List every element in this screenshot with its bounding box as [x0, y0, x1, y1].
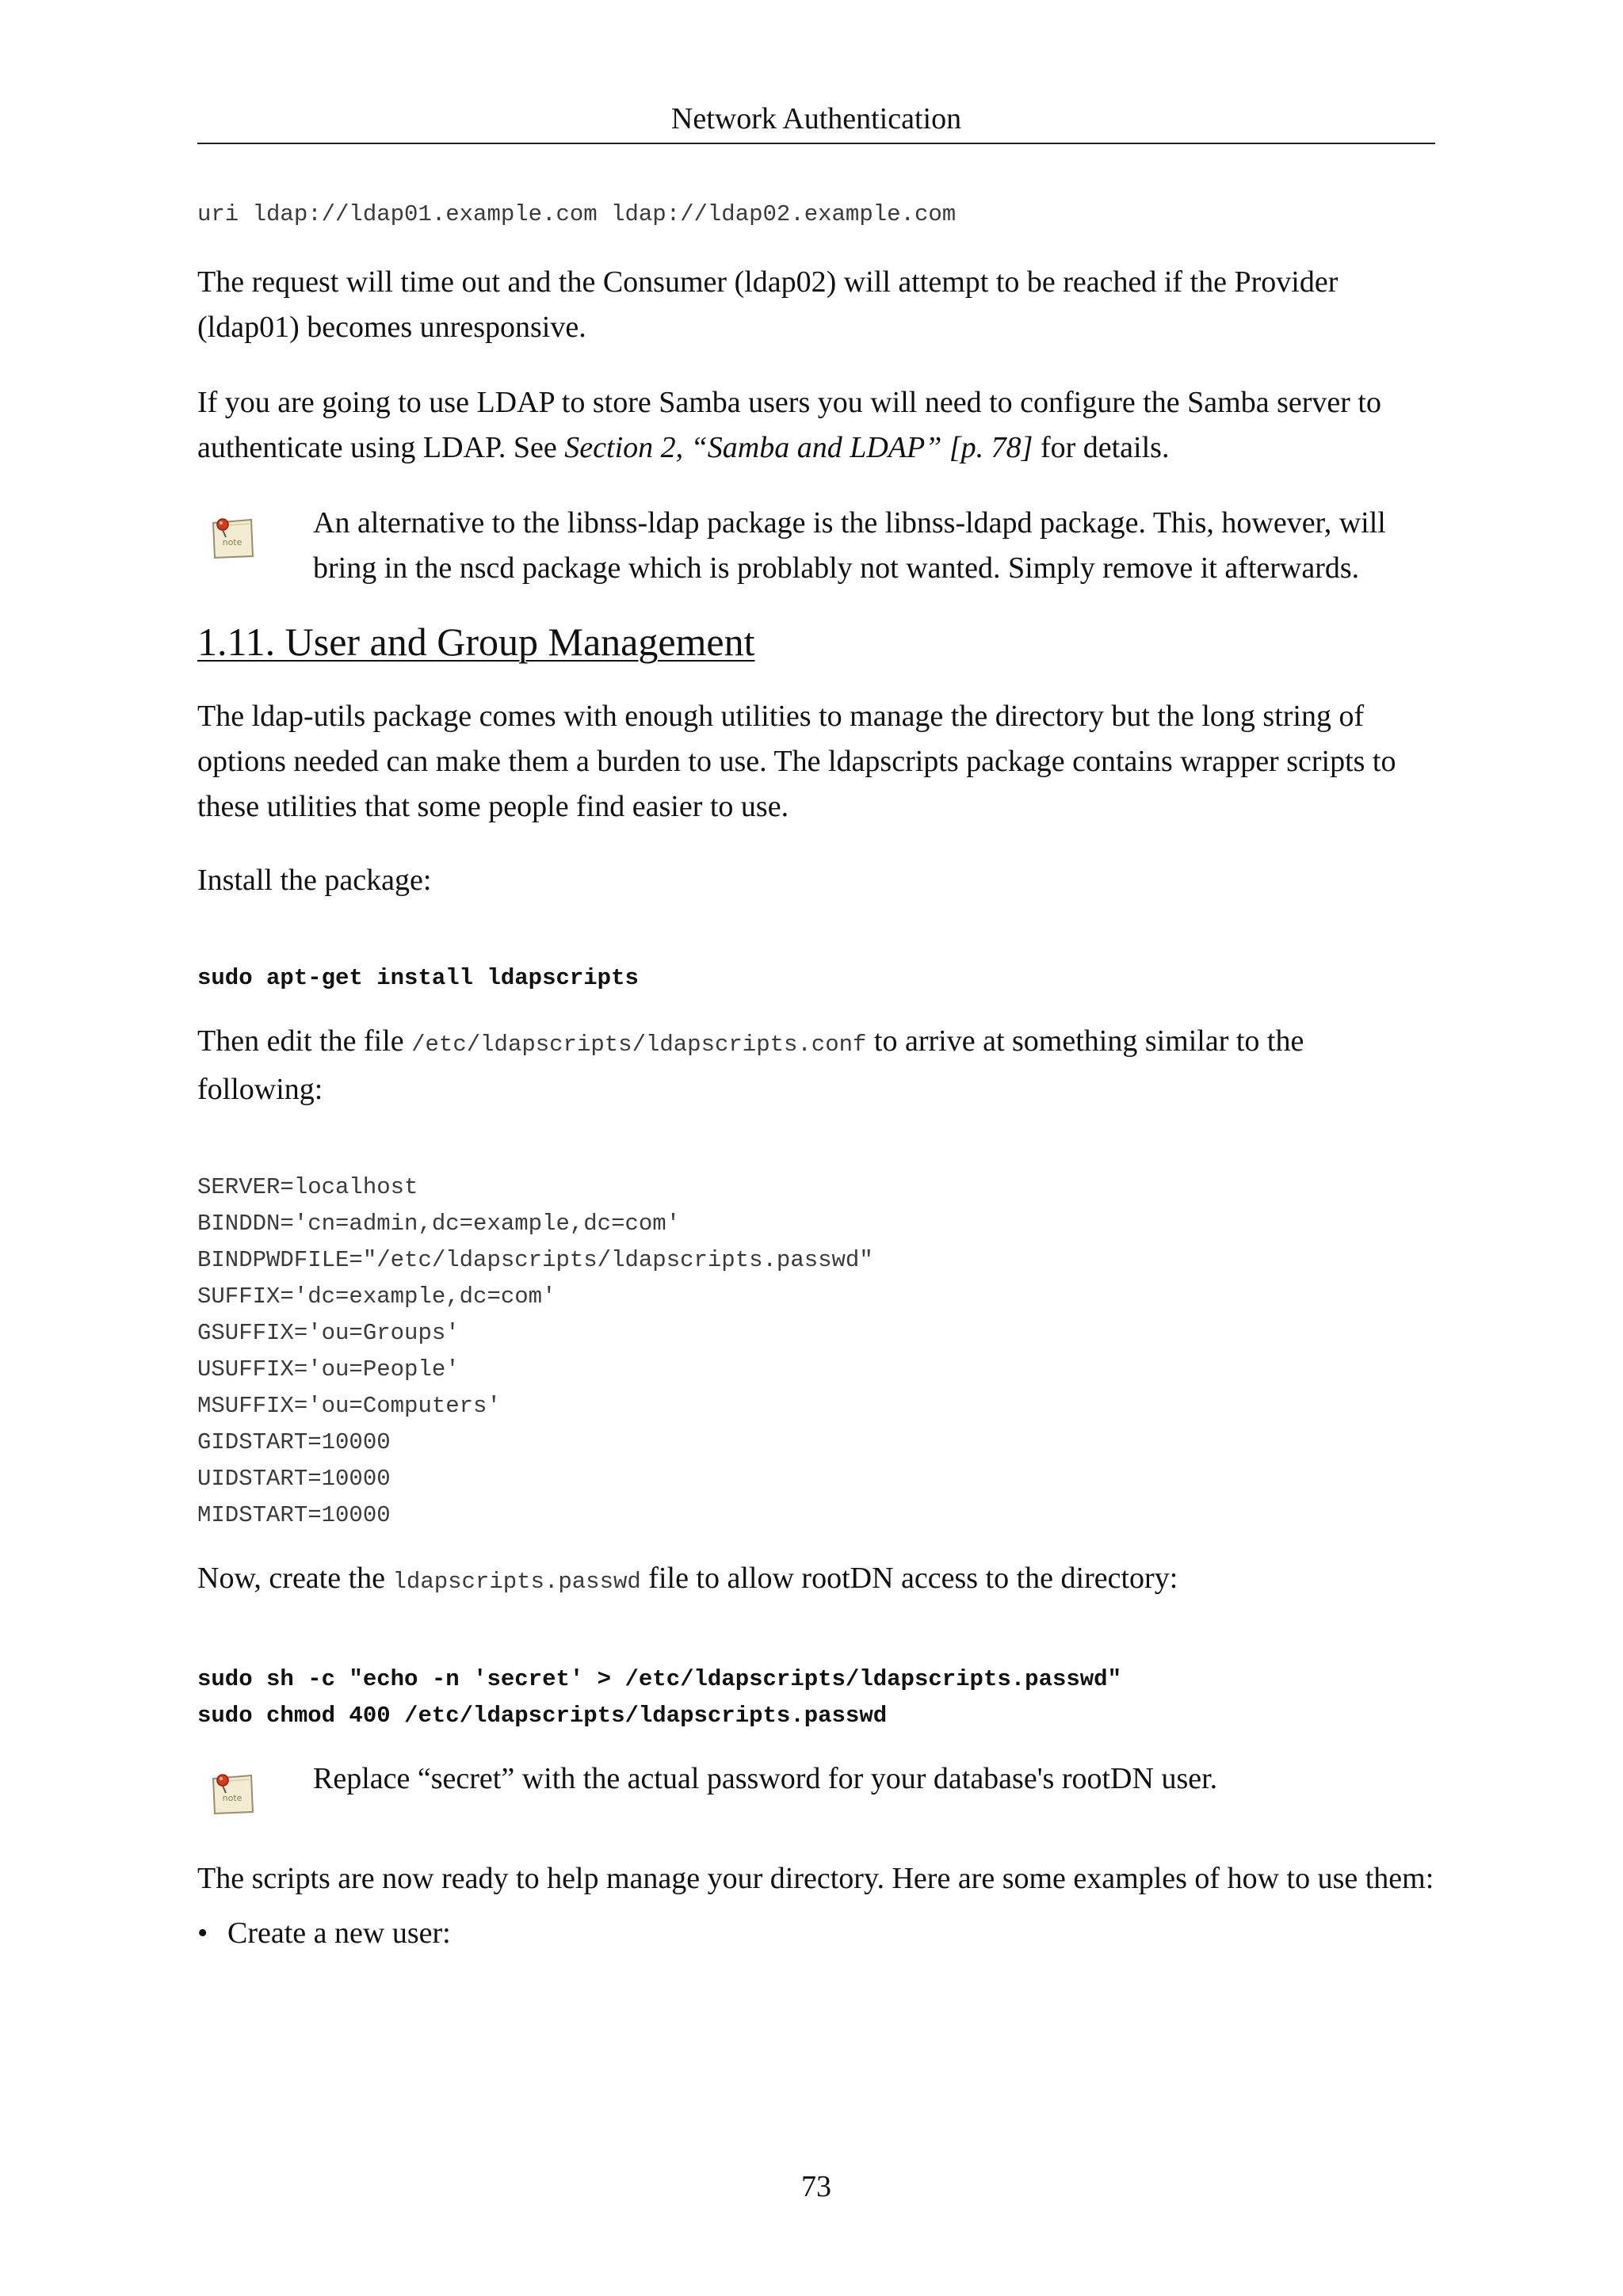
- paragraph-install: Install the package:: [197, 864, 432, 897]
- config-line: USUFFIX='ou=People': [197, 1356, 460, 1383]
- note-icon: [208, 1771, 256, 1817]
- config-line: GSUFFIX='ou=Groups': [197, 1320, 460, 1346]
- note-secret-text: Replace “secret” with the actual password for your database's rootDN user.: [313, 1762, 1218, 1795]
- note-secret: [197, 1756, 1435, 1828]
- command-line: sudo sh -c "echo -n 'secret' > /etc/ldapscripts/ldapscripts.passwd": [197, 1666, 1121, 1692]
- paragraph-ldap-utils: The ldap-utils package comes with enough utilities to manage the directory but the long string of options needed can make them a burden to use. The ldapscripts package contains wrapper scripts to these utilities that some people find easier to use.: [197, 700, 1396, 823]
- paragraph-samba-text: If you are going to use LDAP to store Samba users you will need to configure the Samba server to authenticate using LDAP. See: [197, 386, 1381, 464]
- paragraph-timeout: The request will time out and the Consumer (ldap02) will attempt to be reached if the Provider (ldap01) becomes unresponsive.: [197, 265, 1338, 344]
- paragraph-create-text: Now, create the: [197, 1562, 393, 1595]
- paragraph-scripts-ready: The scripts are now ready to help manage your directory. Here are some examples of how to use them:: [197, 1862, 1434, 1895]
- paragraph-samba-tail: for details.: [1033, 431, 1170, 464]
- command-install: sudo apt-get install ldapscripts: [197, 965, 639, 991]
- section-title: 1.11. User and Group Management: [197, 620, 755, 664]
- paragraph-edit-text: Then edit the file: [197, 1024, 412, 1058]
- config-code-block: [197, 1169, 1435, 1534]
- config-line: MIDSTART=10000: [197, 1502, 391, 1528]
- paragraph-edit-file: [197, 1019, 1435, 1112]
- command-line: sudo chmod 400 /etc/ldapscripts/ldapscripts.passwd: [197, 1703, 888, 1729]
- paragraph-samba: [197, 380, 1435, 471]
- passwd-file-name: ldapscripts.passwd: [392, 1569, 641, 1595]
- uri-code-line: uri ldap://ldap01.example.com ldap://ldap02.example.com: [197, 201, 957, 227]
- page-number: 73: [801, 2170, 831, 2203]
- note-libnss: [197, 501, 1435, 591]
- samba-ldap-link[interactable]: Section 2, “Samba and LDAP” [p. 78]: [564, 431, 1033, 464]
- config-line: UIDSTART=10000: [197, 1466, 391, 1492]
- paragraph-create-passwd: [197, 1556, 1435, 1604]
- paragraph-create-tail: file to allow rootDN access to the directory:: [640, 1562, 1178, 1595]
- config-line: BINDPWDFILE="/etc/ldapscripts/ldapscripts.passwd": [197, 1247, 873, 1273]
- note-icon: [208, 515, 256, 561]
- config-line: MSUFFIX='ou=Computers': [197, 1393, 501, 1419]
- header-rule: [197, 143, 1435, 144]
- config-line: GIDSTART=10000: [197, 1429, 391, 1455]
- list-item-text: Create a new user:: [227, 1917, 451, 1950]
- config-line: SUFFIX='dc=example,dc=com': [197, 1283, 556, 1310]
- note-libnss-text: An alternative to the libnss-ldap package is the libnss-ldapd package. This, however, will bring in the nscd package which is problably not wanted. Simply remove it afterwards.: [313, 506, 1386, 585]
- page-content: [197, 196, 1435, 1956]
- config-line: BINDDN='cn=admin,dc=example,dc=com': [197, 1211, 681, 1237]
- running-header: Network Authentication: [670, 102, 962, 135]
- note-icon-label: note: [222, 537, 242, 547]
- bullet-mark: •: [197, 1917, 208, 1950]
- note-icon-label: note: [222, 1793, 242, 1803]
- paragraph-edit-tail: to arrive at something similar to the following:: [197, 1024, 1304, 1106]
- list-item: [197, 1911, 1435, 1956]
- config-line: SERVER=localhost: [197, 1174, 418, 1200]
- passwd-command-block: [197, 1661, 1435, 1734]
- config-file-path: /etc/ldapscripts/ldapscripts.conf: [411, 1032, 867, 1058]
